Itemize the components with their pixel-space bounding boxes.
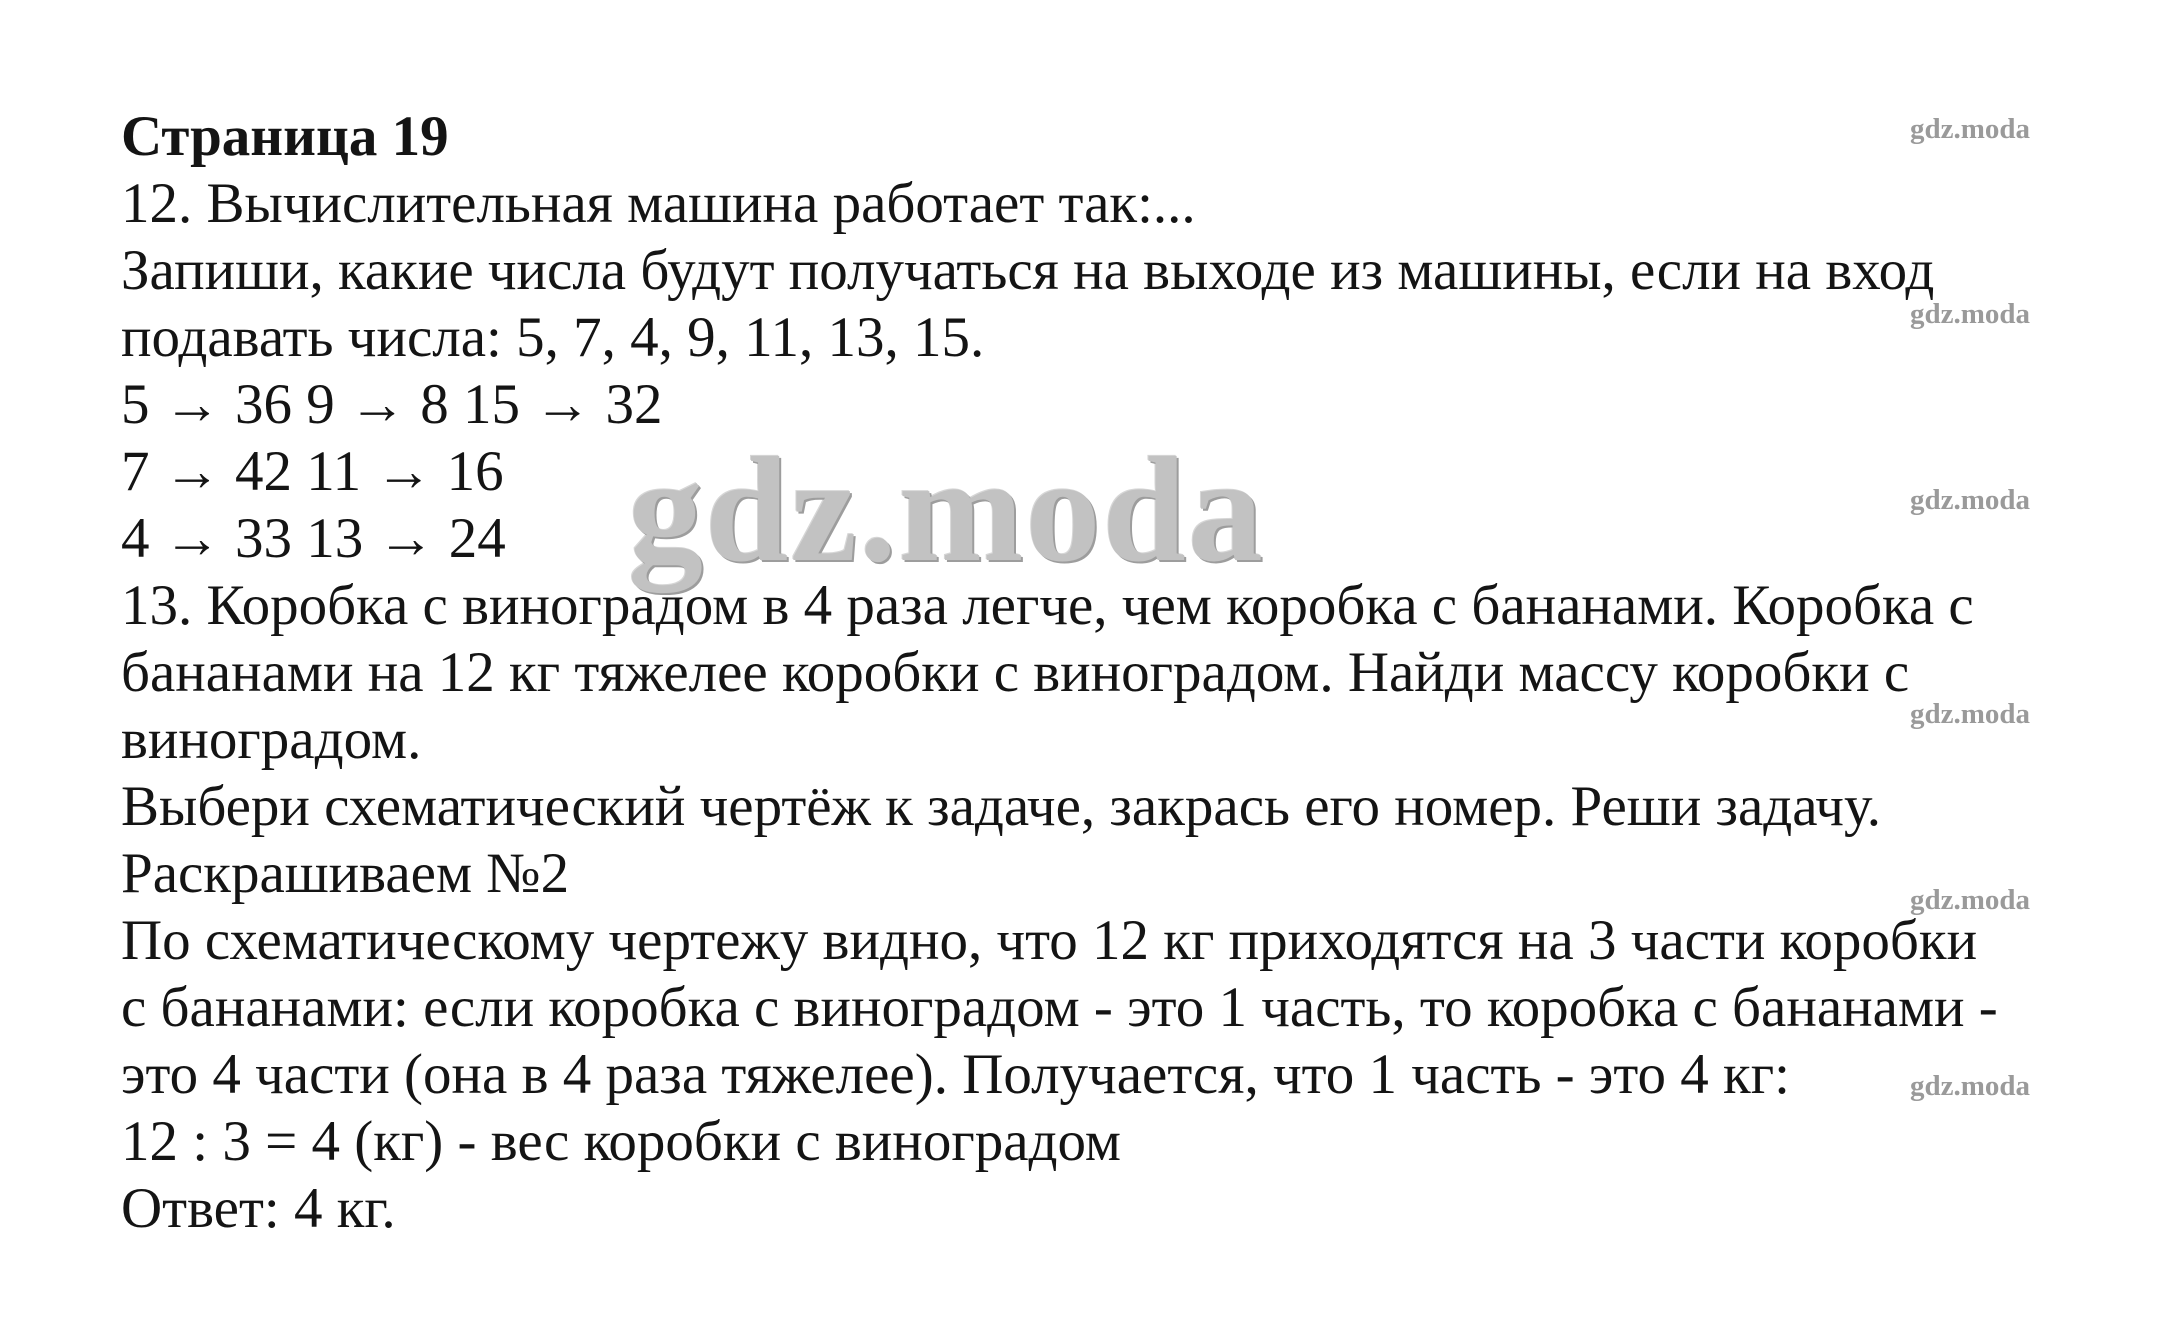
text-line-6: 4 → 33 13 → 24	[121, 507, 506, 570]
text-line-1: 12. Вычислительная машина работает так:...	[121, 172, 1196, 235]
text-line-2: Запиши, какие числа будут получаться на выходе из машины, если на вход	[121, 239, 1935, 302]
text-line-4: 5 → 36 9 → 8 15 → 32	[121, 373, 663, 436]
watermark-large: gdz.moda	[628, 427, 1265, 593]
text-line-14: это 4 части (она в 4 раза тяжелее). Получается, что 1 часть - это 4 кг:	[121, 1043, 1790, 1106]
watermark-small: gdz.moda	[1910, 113, 2031, 145]
text-line-11: Раскрашиваем №2	[121, 842, 570, 905]
text-line-12: По схематическому чертежу видно, что 12 кг приходятся на 3 части коробки	[121, 909, 1978, 972]
watermark-small: gdz.moda	[1910, 1070, 2031, 1102]
text-line-8: бананами на 12 кг тяжелее коробки с виноградом. Найди массу коробки с	[121, 641, 1910, 704]
page-title: Страница 19	[121, 105, 449, 168]
text-line-13: с бананами: если коробка с виноградом - это 1 часть, то коробка с бананами -	[121, 976, 1998, 1039]
watermark-small: gdz.moda	[1910, 884, 2031, 916]
text-line-9: виноградом.	[121, 708, 422, 771]
text-line-10: Выбери схематический чертёж к задаче, закрась его номер. Реши задачу.	[121, 775, 1881, 838]
text-line-7: 13. Коробка с виноградом в 4 раза легче, чем коробка с бананами. Коробка с	[121, 574, 1974, 637]
text-line-15: 12 : 3 = 4 (кг) - вес коробки с виноградом	[121, 1110, 1121, 1173]
text-line-5: 7 → 42 11 → 16	[121, 440, 504, 503]
text-line-16: Ответ: 4 кг.	[121, 1177, 396, 1240]
watermark-small: gdz.moda	[1910, 298, 2031, 330]
watermark-small: gdz.moda	[1910, 698, 2031, 730]
text-line-3: подавать числа: 5, 7, 4, 9, 11, 13, 15.	[121, 306, 985, 369]
watermark-small: gdz.moda	[1910, 484, 2031, 516]
